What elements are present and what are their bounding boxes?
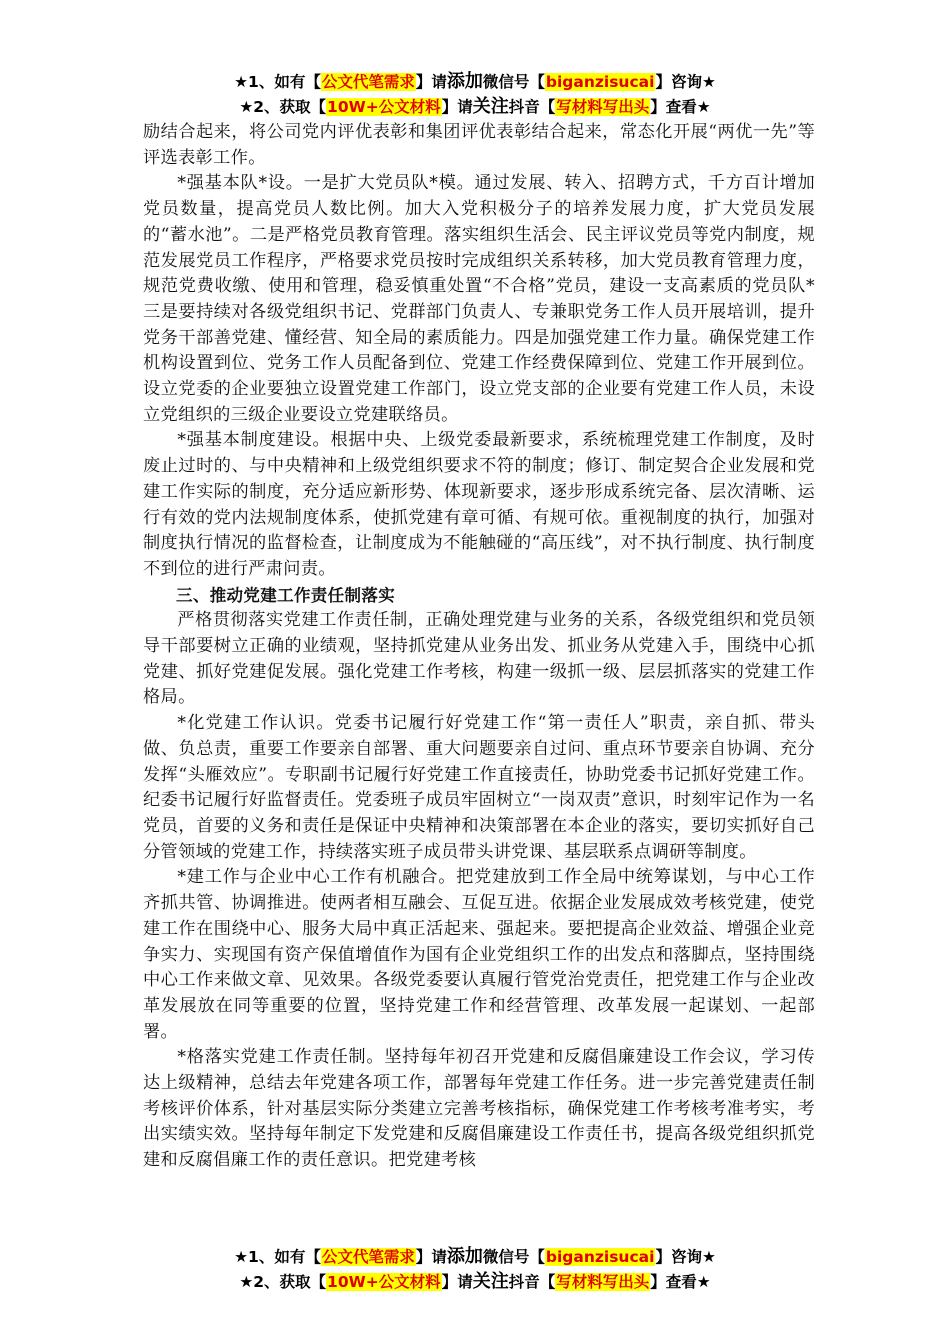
banner-text: 】请 — [441, 1273, 473, 1291]
banner-text: 】请 — [415, 73, 447, 91]
banner-text: 】请 — [441, 98, 473, 116]
section-heading: 三、推动党建工作责任制落实 — [176, 585, 396, 605]
banner-text: 】咨询★ — [655, 1248, 716, 1266]
banner-line-1 — [0, 70, 950, 95]
banner-text: ★1、如有【 — [234, 73, 321, 91]
banner-text: ★2、获取【 — [239, 98, 327, 116]
bottom-banner — [0, 1245, 950, 1295]
highlight-wechat-id: biganzisucai — [545, 73, 655, 91]
paragraph-integration: *建工作与企业中心工作有机融合。把党建放到工作全局中统筹谋划，与中心工作齐抓共管、协调推进。使两者相互融会、互促互进。依据企业发展成效考核党建，使党建工作在围绕中心、服务大局中真正活起来、强起来。要把提高企业效益、增强企业竞争实力、实现国有资产保值增值作为国有企业党组织工作的出发点和落脚点，坚持围绕中心工作来做文章、见效果。各级党委要认真履行管党治党责任，把党建工作与企业改革发展放在同等重要的位置，坚持党建工作和经营管理、改革发展一起谋划、一起部署。 — [143, 867, 815, 1042]
banner-text: 】查看★ — [650, 98, 711, 116]
banner-text: 抖音【 — [508, 1273, 556, 1291]
banner-emphasis: 添加 — [446, 71, 483, 92]
banner-emphasis: 添加 — [446, 1246, 483, 1267]
banner-line-1 — [0, 1245, 950, 1270]
banner-line-2 — [0, 1270, 950, 1295]
paragraph-system-building: *强基本制度建设。根据中央、上级党委最新要求，系统梳理党建工作制度，及时废止过时的、与中央精神和上级党组织要求不符的制度；修订、制定契合企业发展和党建工作实际的制度，充分适应新形势、体现新要求，逐步形成系统完备、层次清晰、运行有效的党内法规制度体系，使抓党建有章可循、有规可依。重视制度的执行，加强对制度执行情况的监督检查，让制度成为不能触碰的“高压线”，对不执行制度、执行制度不到位的进行严肃问责。 — [143, 430, 815, 579]
paragraph-responsibility: 严格贯彻落实党建工作责任制，正确处理党建与业务的关系，各级党组织和党员领导干部要树立正确的业绩观，坚持抓党建从业务出发、抓业务从党建入手，围绕中心抓党建、抓好党建促发展。强化党建工作考核，构建一级抓一级、层层抓落实的党建工作格局。 — [143, 610, 815, 708]
paragraph-team-building: *强基本队*设。一是扩大党员队*模。通过发展、转入、招聘方式，千方百计增加党员数量，提高党员人数比例。加大入党积极分子的培养发展力度，扩大党员发展的“蓄水池”。二是严格党员教育管理。落实组织生活会、民主评议党员等党内制度，规范发展党员工作程序，严格要求党员按时完成组织关系转移，加大党员教育管理力度，规范党费收缴、使用和管理，稳妥慎重处置“不合格”党员，建设一支高素质的党员队*三是要持续对各级党组织书记、党群部门负责人、专兼职党务工作人员开展培训，提升党务干部善党建、懂经营、知全局的素质能力。四是加强党建工作力量。确保党建工作机构设置到位、党务工作人员配备到位、党建工作经费保障到位、党建工作开展到位。设立党委的企业要独立设置党建工作部门，设立党支部的企业要有党建工作人员，未设立党组织的三级企业要设立党建联络员。 — [143, 173, 815, 425]
paragraph-awareness: *化党建工作认识。党委书记履行好党建工作“第一责任人”职责，亲自抓、带头做、负总责，重要工作要亲自部署、重大问题要亲自过问、重点环节要亲自协调、充分发挥“头雁效应”。专职副书记履行好党建工作直接责任，协助党委书记抓好党建工作。纪委书记履行好监督责任。党委班子成员牢固树立“一岗双责”意识，时刻牢记作为一名党员，首要的义务和责任是保证中央精神和决策部署在本企业的落实，要切实抓好自己分管领域的党建工作，持续落实班子成员带头讲党课、基层联系点调研等制度。 — [143, 713, 815, 862]
banner-text: 】查看★ — [650, 1273, 711, 1291]
banner-text: ★1、如有【 — [234, 1248, 321, 1266]
paragraph-implementation: *格落实党建工作责任制。坚持每年初召开党建和反腐倡廉建设工作会议，学习传达上级精神，总结去年党建各项工作，部署每年党建工作任务。进一步完善党建责任制考核评价体系，针对基层实际分类建立完善考核指标，确保党建工作考核考准考实，考出实绩实效。坚持每年制定下发党建和反腐倡廉建设工作责任书，提高各级党组织抓党建和反腐倡廉工作的责任意识。把党建考核 — [143, 1047, 815, 1171]
banner-text: 】咨询★ — [655, 73, 716, 91]
banner-text: 】请 — [415, 1248, 447, 1266]
highlight-wechat-id: biganzisucai — [545, 1248, 655, 1266]
banner-text: 抖音【 — [508, 98, 556, 116]
banner-line-2 — [0, 95, 950, 120]
highlight-materials: 10W+公文材料 — [327, 1273, 441, 1291]
highlight-douyin: 写材料写出头 — [556, 98, 650, 116]
banner-text: ★2、获取【 — [239, 1273, 327, 1291]
document-body — [143, 120, 815, 1174]
paragraph-continuation: 励结合起来，将公司党内评优表彰和集团评优表彰结合起来，常态化开展“两优一先”等评选表彰工作。 — [143, 122, 815, 168]
banner-text: 微信号【 — [482, 73, 545, 91]
highlight-materials: 10W+公文材料 — [327, 98, 441, 116]
highlight-douyin: 写材料写出头 — [556, 1273, 650, 1291]
highlight-service: 公文代笔需求 — [321, 73, 415, 91]
top-banner — [0, 70, 950, 120]
highlight-service: 公文代笔需求 — [321, 1248, 415, 1266]
banner-text: 微信号【 — [482, 1248, 545, 1266]
banner-emphasis: 关注 — [472, 1271, 509, 1292]
banner-emphasis: 关注 — [472, 96, 509, 117]
